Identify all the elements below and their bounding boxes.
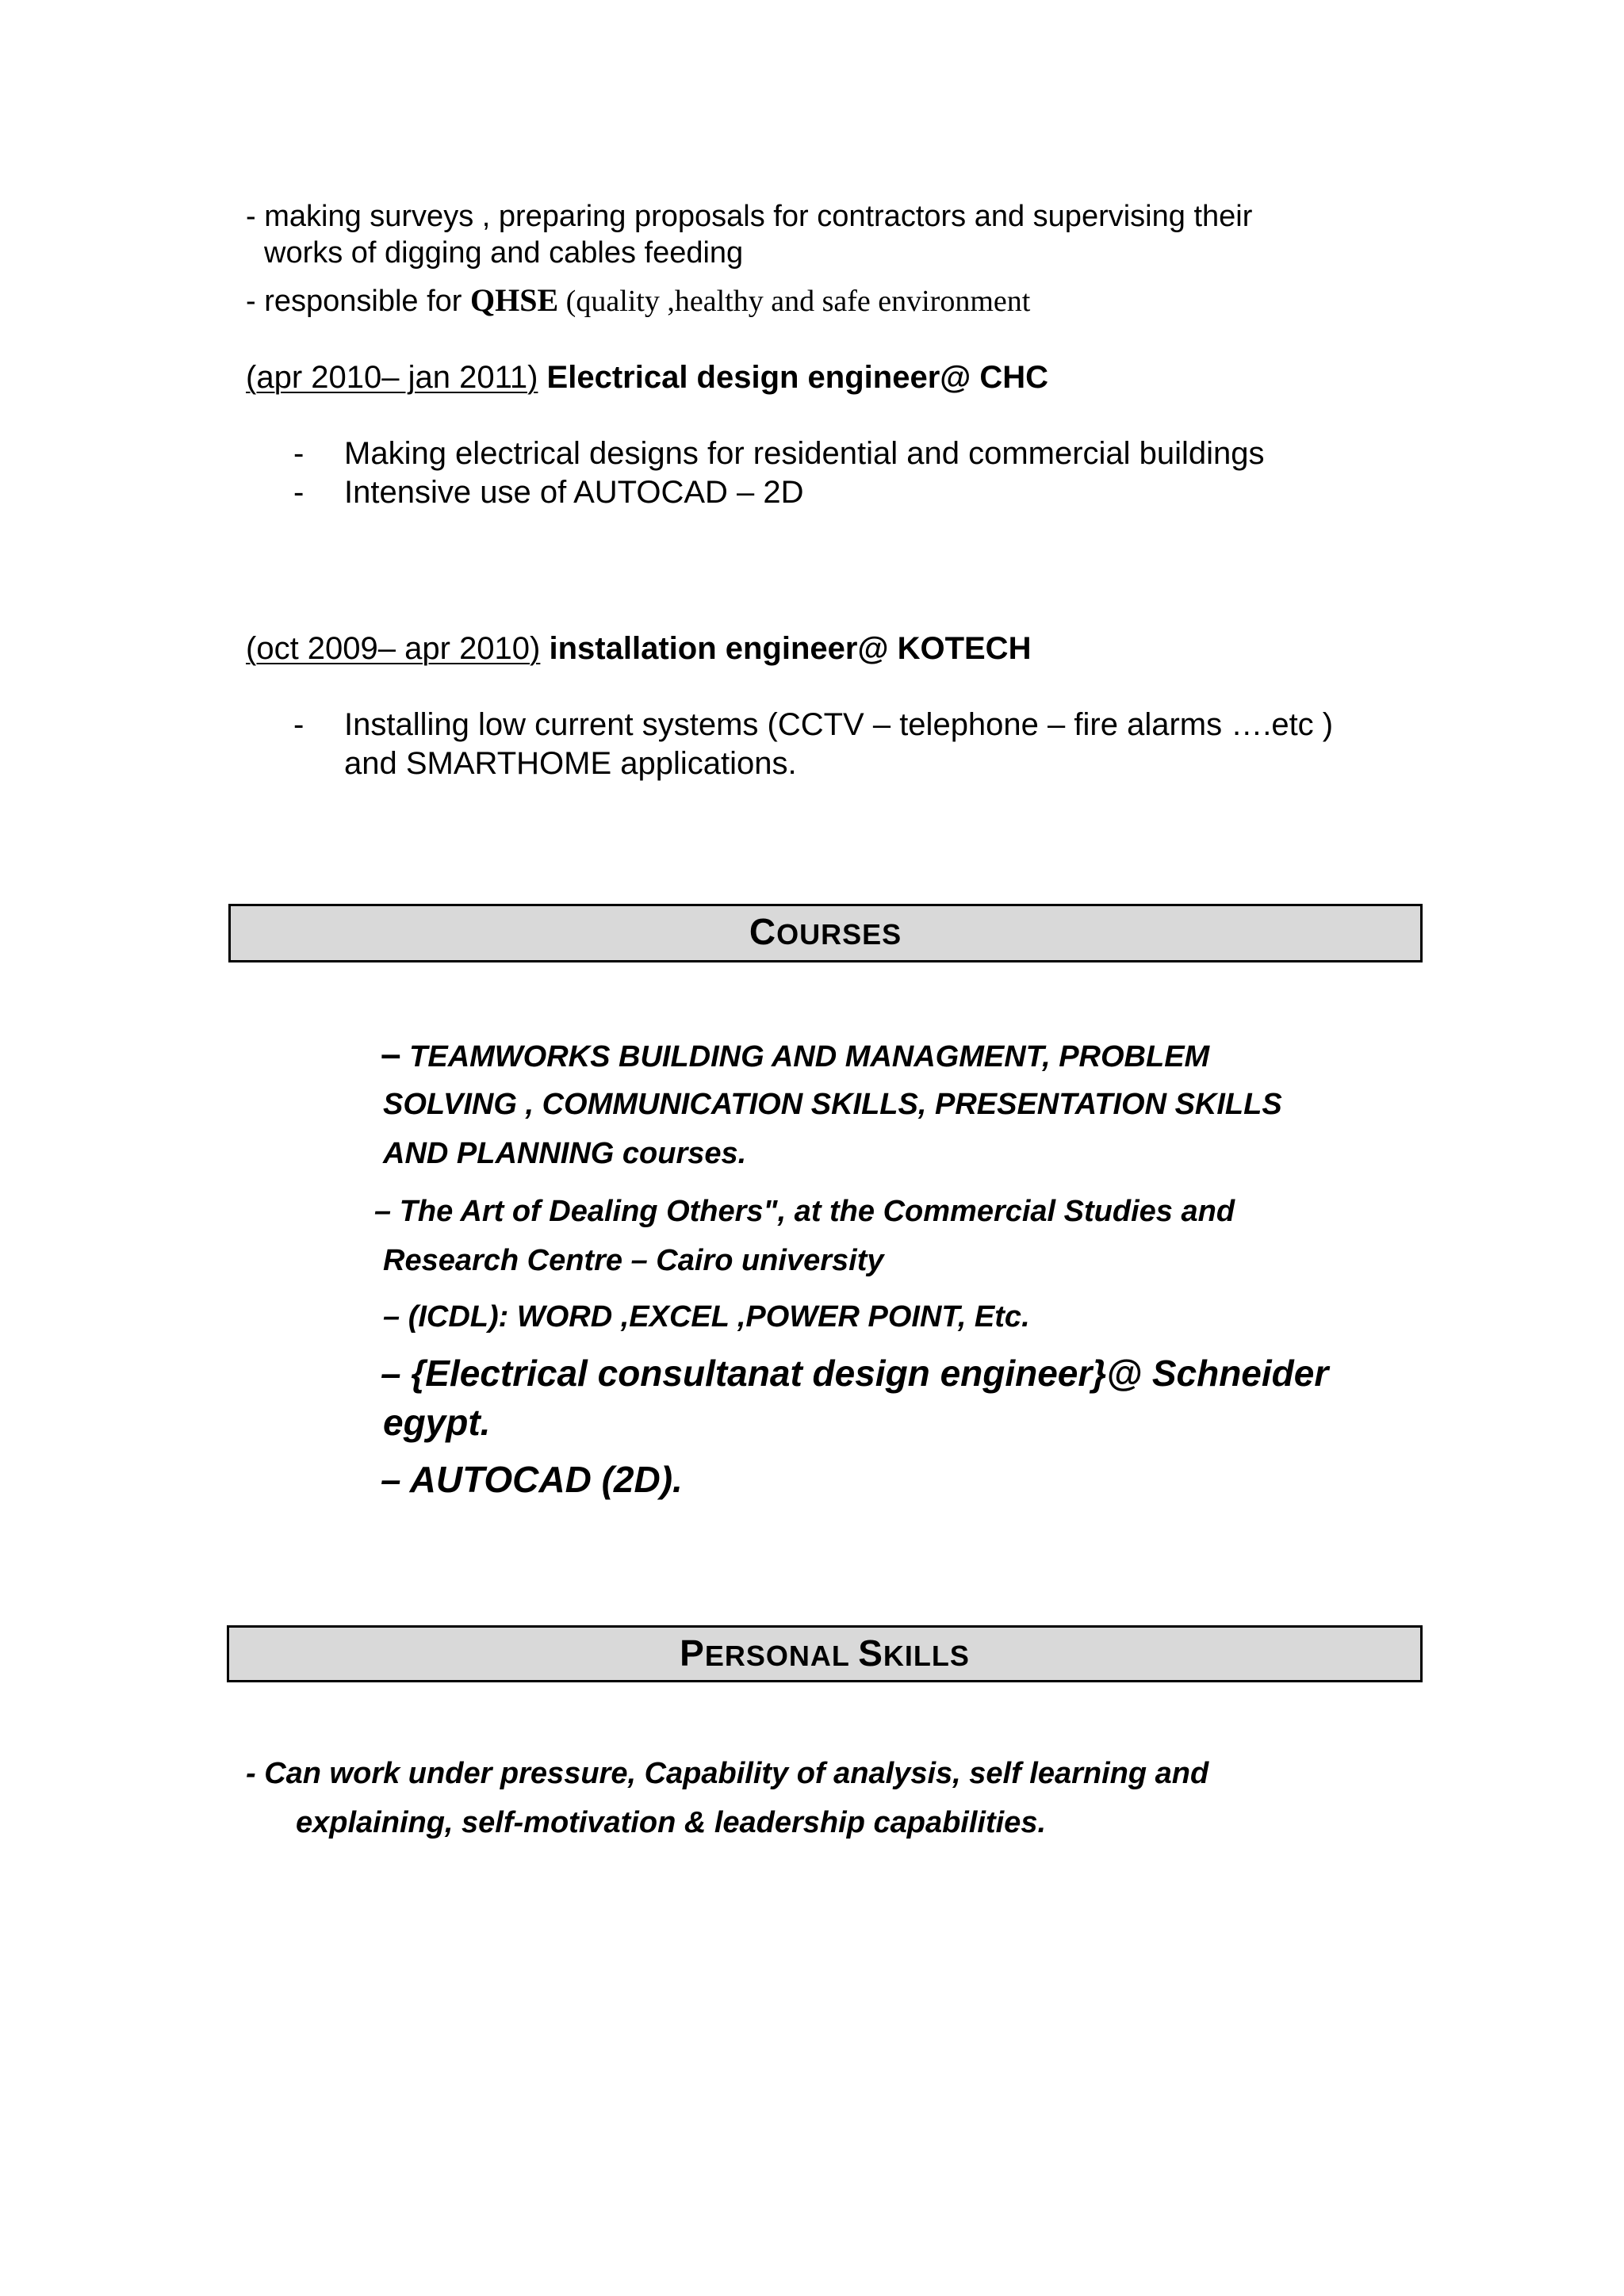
- job-period: (oct 2009– apr 2010): [246, 631, 541, 666]
- course-text: TEAMWORKS BUILDING AND MANAGMENT, PROBLEM: [400, 1040, 1210, 1073]
- job-bullet-cont: and SMARTHOME applications.: [344, 746, 797, 781]
- job-bullet: Making electrical designs for residential and commercial buildings: [344, 436, 1265, 471]
- course-item-cont: egypt.: [383, 1402, 491, 1443]
- heading-rest: ERSONAL: [704, 1640, 859, 1672]
- course-item: – {Electrical consultanat design engineer}@ Schneider: [381, 1353, 1329, 1394]
- courses-heading: [228, 904, 1423, 962]
- job-title: Electrical design engineer@ CHC: [538, 360, 1049, 395]
- experience-line-digging: works of digging and cables feeding: [264, 236, 744, 270]
- job-period: (apr 2010– jan 2011): [246, 360, 538, 395]
- list-item: -: [293, 707, 304, 742]
- qhse-rest: (quality ,healthy and safe environment: [558, 285, 1031, 318]
- personal-skills-heading: [227, 1625, 1423, 1682]
- course-item-cont: Research Centre – Cairo university: [383, 1244, 884, 1277]
- job-heading-kotech: [246, 629, 1031, 668]
- experience-line-surveys: - making surveys , preparing proposals for contractors and supervising their: [246, 200, 1253, 233]
- heading-rest: OURSES: [776, 918, 902, 951]
- course-item: – (ICDL): WORD ,EXCEL ,POWER POINT, Etc.: [383, 1300, 1030, 1334]
- heading-initial: P: [680, 1632, 705, 1674]
- heading-initial: C: [749, 911, 777, 952]
- course-item-cont: AND PLANNING courses.: [383, 1137, 747, 1170]
- job-title: installation engineer@ KOTECH: [540, 631, 1032, 666]
- course-item: [381, 1034, 1209, 1077]
- course-item: – The Art of Dealing Others", at the Commercial Studies and: [374, 1195, 1235, 1228]
- course-dash: –: [381, 1033, 401, 1074]
- list-item: -: [293, 475, 304, 510]
- course-item-cont: SOLVING , COMMUNICATION SKILLS, PRESENTATION SKILLS: [383, 1088, 1282, 1121]
- skills-line-cont: explaining, self-motivation & leadership capabilities.: [296, 1806, 1047, 1839]
- skills-line: - Can work under pressure, Capability of analysis, self learning and: [246, 1757, 1209, 1790]
- qhse-bold: QHSE: [470, 282, 559, 318]
- job-bullet: Installing low current systems (CCTV – telephone – fire alarms ….etc ): [344, 707, 1334, 742]
- list-item: -: [293, 436, 304, 471]
- course-item: – AUTOCAD (2D).: [381, 1459, 683, 1500]
- experience-line-qhse: [246, 282, 1030, 320]
- job-heading-chc: [246, 358, 1048, 396]
- heading-initial: S: [858, 1632, 883, 1674]
- heading-rest: KILLS: [883, 1640, 970, 1672]
- qhse-prefix: - responsible for: [246, 285, 471, 318]
- job-bullet: Intensive use of AUTOCAD – 2D: [344, 475, 804, 510]
